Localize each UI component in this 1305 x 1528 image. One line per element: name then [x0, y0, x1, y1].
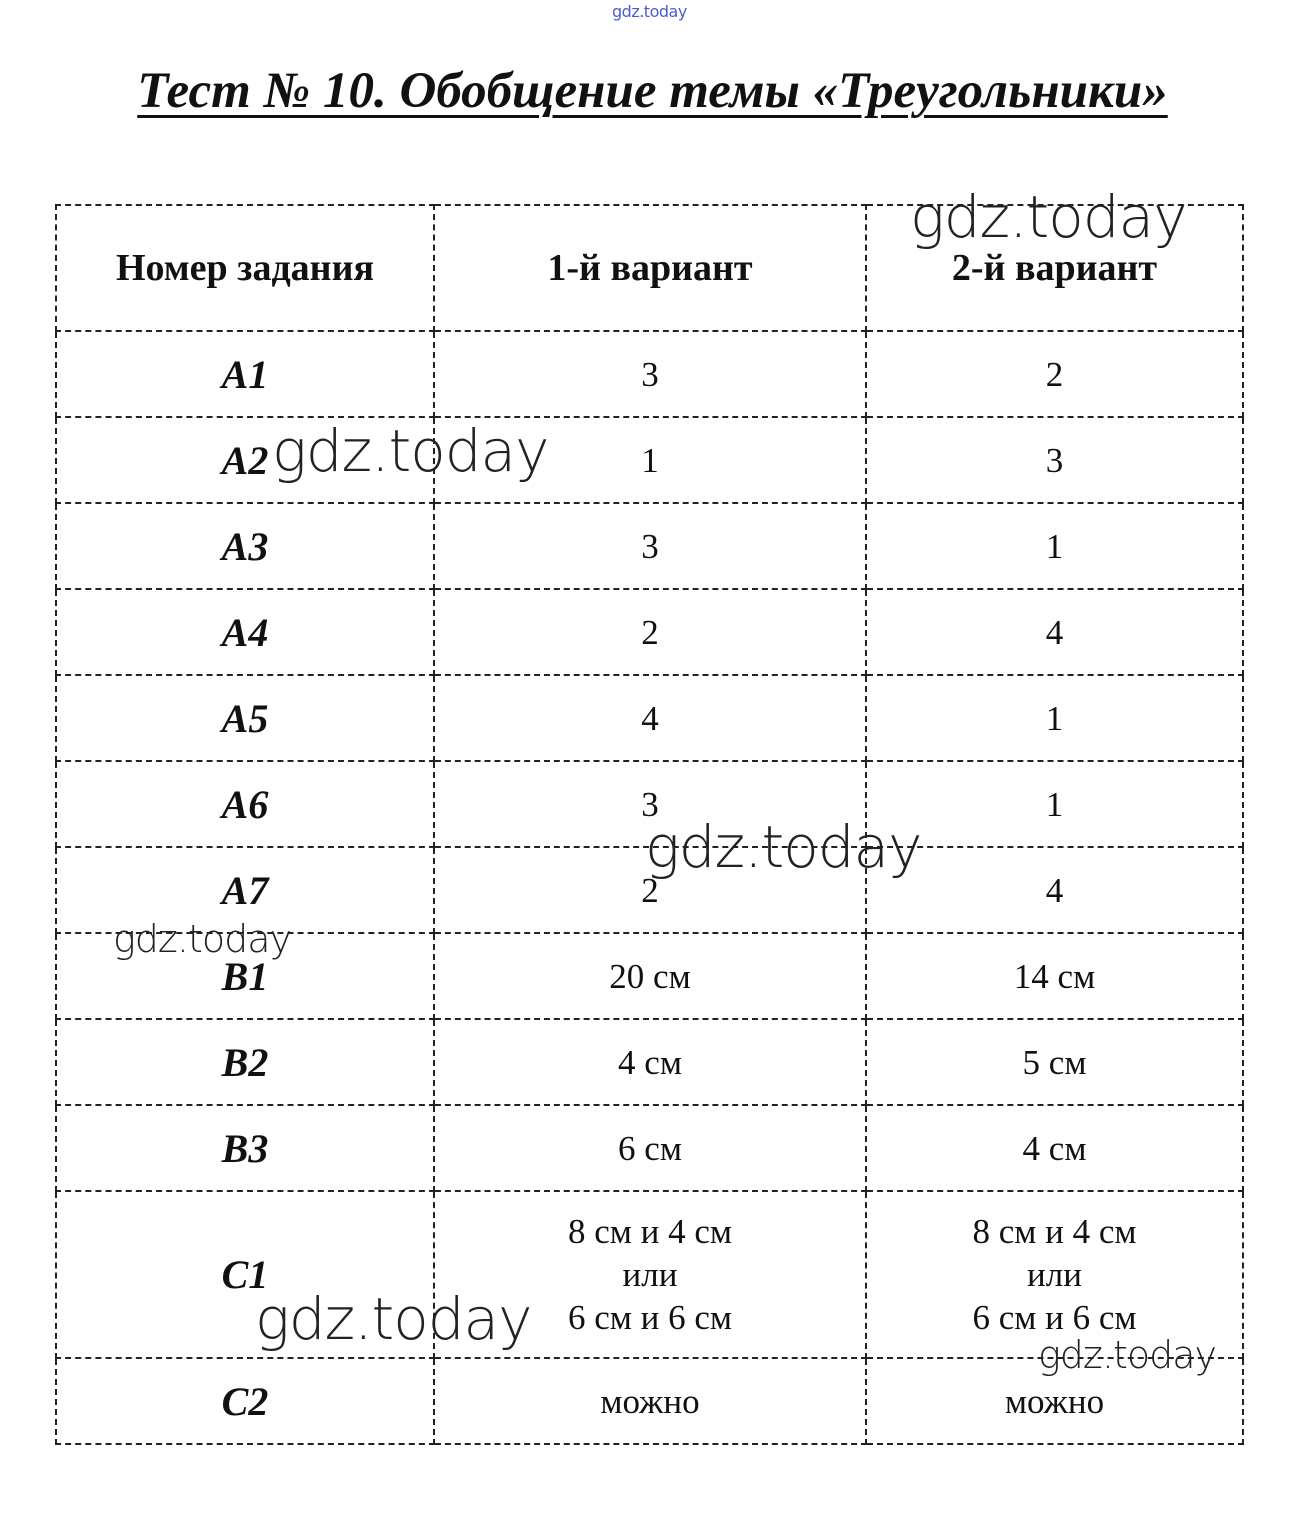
variant-2-answer: 2	[866, 331, 1243, 417]
task-number: A2	[56, 417, 434, 503]
table-row	[56, 589, 1243, 675]
variant-1-answer: 2	[434, 589, 866, 675]
header-task-number: Номер задания	[56, 205, 434, 331]
watermark: gdz.today	[1038, 1333, 1216, 1377]
task-number: A1	[56, 331, 434, 417]
variant-1-answer: 3	[434, 503, 866, 589]
task-number: C1	[56, 1191, 434, 1358]
task-number: B3	[56, 1105, 434, 1191]
table-row	[56, 1105, 1243, 1191]
variant-1-answer: 2	[434, 847, 866, 933]
variant-2-answer: 14 см	[866, 933, 1243, 1019]
table-row	[56, 675, 1243, 761]
task-number: B2	[56, 1019, 434, 1105]
table-row	[56, 417, 1243, 503]
task-number: A7	[56, 847, 434, 933]
variant-2-answer: 5 см	[866, 1019, 1243, 1105]
watermark: gdz.today	[645, 813, 922, 881]
answer-line: или	[1027, 1255, 1082, 1294]
task-number: A5	[56, 675, 434, 761]
variant-1-answer: 20 см	[434, 933, 866, 1019]
answer-line: 6 см и 6 см	[567, 1298, 733, 1337]
watermark-top: gdz.today	[612, 2, 687, 21]
table-row	[56, 503, 1243, 589]
watermark: gdz.today	[272, 417, 549, 485]
answer-line: или	[622, 1255, 678, 1294]
variant-1-answer: 1	[434, 417, 866, 503]
task-number: A6	[56, 761, 434, 847]
header-variant-1: 1-й вариант	[434, 205, 866, 331]
variant-2-answer: 1	[866, 761, 1243, 847]
watermark: gdz.today	[255, 1285, 532, 1353]
watermark: gdz.today	[910, 183, 1187, 251]
variant-2-answer: 1	[866, 675, 1243, 761]
variant-1-answer: 4 см	[434, 1019, 866, 1105]
task-number: B1	[56, 933, 434, 1019]
variant-2-answer: можно	[866, 1358, 1243, 1444]
answer-line: 8 см и 4 см	[972, 1212, 1137, 1251]
variant-1-answer: можно	[434, 1358, 866, 1444]
table-row	[56, 1019, 1243, 1105]
variant-1-answer: 3	[434, 331, 866, 417]
answer-line: 8 см и 4 см	[567, 1212, 733, 1251]
variant-1-answer: 4	[434, 675, 866, 761]
variant-2-answer: 4 см	[866, 1105, 1243, 1191]
variant-2-answer: 3	[866, 417, 1243, 503]
header-variant-2: 2-й вариант	[866, 205, 1243, 331]
answer-line: 6 см и 6 см	[972, 1298, 1137, 1337]
variant-2-answer: 4	[866, 847, 1243, 933]
task-number: A4	[56, 589, 434, 675]
table-row	[56, 331, 1243, 417]
watermark: gdz.today	[113, 917, 291, 961]
task-number: C2	[56, 1358, 434, 1444]
variant-2-answer: 1	[866, 503, 1243, 589]
variant-1-answer: 3	[434, 761, 866, 847]
variant-1-answer: 6 см	[434, 1105, 866, 1191]
task-number: A3	[56, 503, 434, 589]
page-title: Тест № 10. Обобщение темы «Треугольники»	[137, 63, 1168, 119]
variant-2-answer: 4	[866, 589, 1243, 675]
